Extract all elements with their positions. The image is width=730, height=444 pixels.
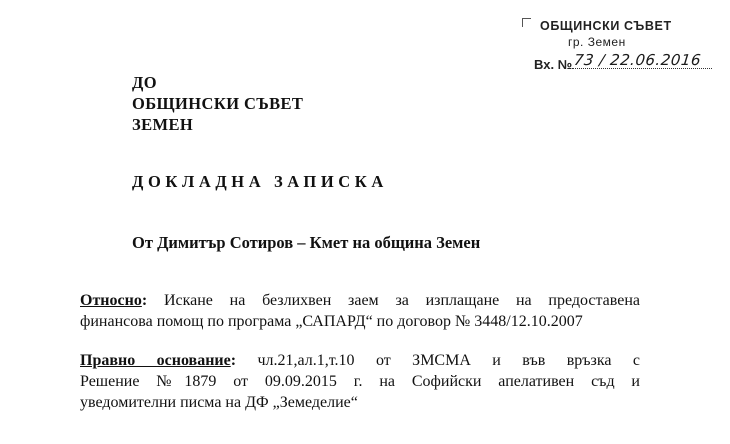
stamp-registration-label: Вх. № xyxy=(534,57,573,72)
legal-basis-label: Правно основание xyxy=(80,352,231,369)
subject-line-2: финансова помощ по програма „САПАРД“ по договор № 3448/12.10.2007 xyxy=(80,313,583,330)
subject-label: Относно xyxy=(80,292,142,309)
subject-text-1: Искане на безлихвен заем за изплащане на предоставена xyxy=(163,292,641,309)
addressee-block xyxy=(132,72,303,135)
legal-basis-label-colon: : xyxy=(230,352,237,369)
subject-paragraph xyxy=(80,290,640,332)
legal-basis-line-1 xyxy=(80,350,640,371)
registration-stamp xyxy=(522,18,722,80)
document-title: ДОКЛАДНА ЗАПИСКА xyxy=(132,172,388,191)
stamp-council-name: ОБЩИНСКИ СЪВЕТ xyxy=(540,19,672,33)
addressee-line-2: ОБЩИНСКИ СЪВЕТ xyxy=(132,94,304,113)
legal-basis-line-2: Решение №1879 от 09.09.2015 г. на Софийски апелативен съд и xyxy=(80,373,640,390)
legal-basis-text-1: чл.21,ал.1,т.10 от ЗМСМА и във връзка с xyxy=(257,352,641,369)
stamp-corner-mark xyxy=(522,18,531,27)
legal-basis-line-3: уведомителни писма на ДФ „Земеделие“ xyxy=(80,394,358,411)
stamp-dotted-line xyxy=(572,68,712,69)
legal-basis-paragraph xyxy=(80,350,640,413)
subject-label-colon: : xyxy=(141,292,148,309)
addressee-line-3: ЗЕМЕН xyxy=(132,115,194,134)
subject-line-1 xyxy=(80,290,640,311)
sender-line: От Димитър Сотиров – Кмет на община Земен xyxy=(132,233,481,252)
stamp-registration-number: 73 / 22.06.2016 xyxy=(573,51,703,69)
addressee-line-1: ДО xyxy=(132,73,157,92)
stamp-town-name: гр. Земен xyxy=(568,35,626,49)
